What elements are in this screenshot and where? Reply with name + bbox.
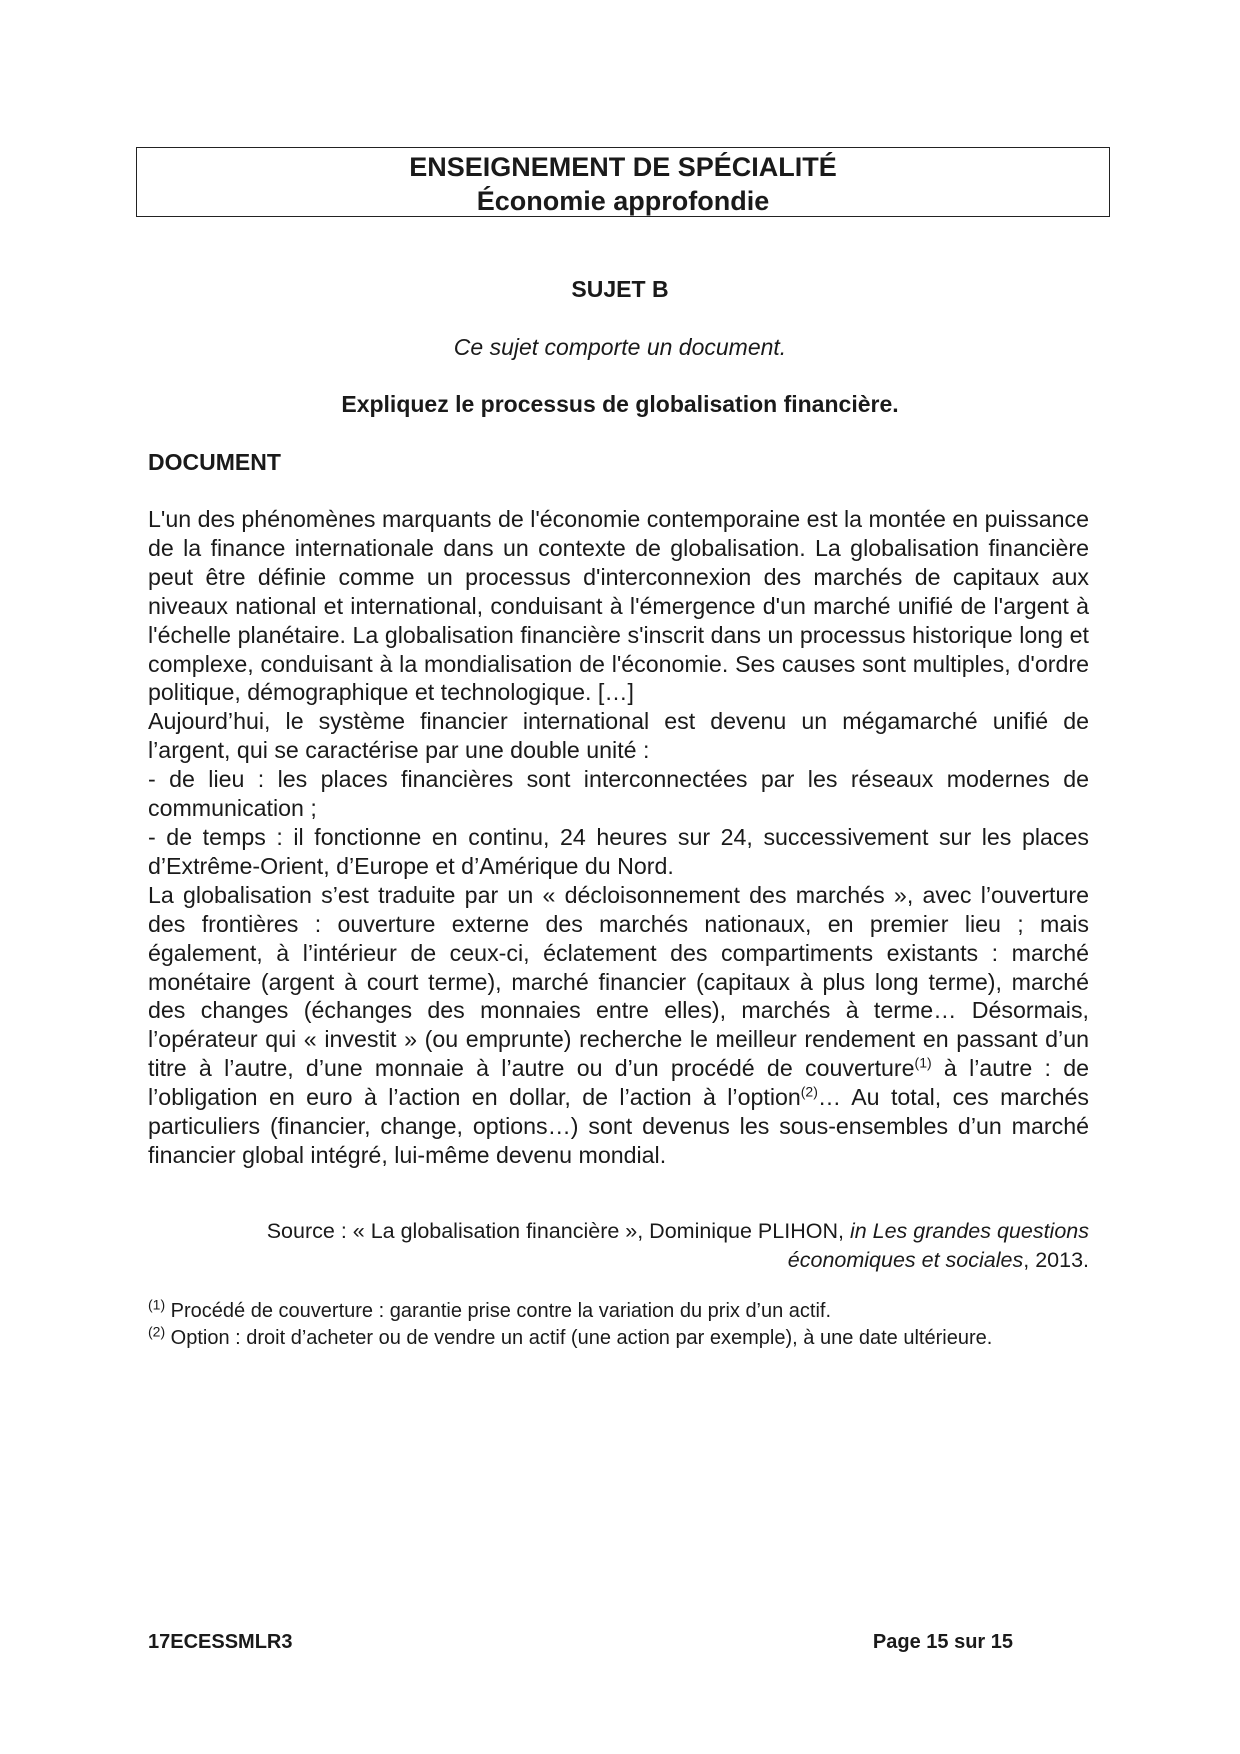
- document-paragraph: - de lieu : les places financières sont interconnectées par les réseaux modernes de communication ;: [148, 766, 1089, 822]
- footnote-ref: (1): [914, 1054, 932, 1071]
- paragraph-text: … Au total, ces marchés particuliers (financier, change, options…) sont devenus les sous-ensembles d’un marché financier global intégré, lui-même devenu mondial.: [148, 1084, 1089, 1168]
- footnotes: [148, 1298, 1108, 1352]
- footnote-text: Procédé de couverture : garantie prise contre la variation du prix d’un actif.: [165, 1300, 832, 1322]
- footer-code: 17ECESSMLR3: [148, 1631, 293, 1653]
- header-box: [136, 147, 1110, 217]
- source-line-2: [148, 1246, 1089, 1275]
- footnote-marker: (1): [148, 1296, 166, 1313]
- subject-question: Expliquez le processus de globalisation financière.: [341, 391, 899, 417]
- paragraph-text: La globalisation s’est traduite par un « décloisonnement des marchés », avec l’ouverture des frontières : ouverture externe des marchés nationaux, en premier lieu ; mais également, à l’intérieur de ceux-ci, éclatement des compartiments existants : marché monétaire (argent à court terme), marché financier (capitaux à plus long terme), marché des changes (échanges des monnaies entre elles), marchés à terme… Désormais, l’opérateur qui « investit » (ou emprunte) recherche le meilleur rendement en passant d’un titre à l’autre, d’une monnaie à l’autre ou d’un procédé de couverture: [148, 881, 1089, 1082]
- footnote-text: Option : droit d’acheter ou de vendre un actif (une action par exemple), à une date ultérieure.: [165, 1327, 993, 1349]
- document-paragraph: [148, 881, 1089, 1170]
- footer-page-number: Page 15 sur 15: [872, 1631, 1013, 1653]
- paragraph-text: à l’autre : de l’obligation en euro à l’action en dollar, de l’action à l’option: [148, 1055, 1089, 1111]
- header-title: ENSEIGNEMENT DE SPÉCIALITÉ: [409, 152, 837, 182]
- document-paragraph: - de temps : il fonctionne en continu, 24 heures sur 24, successivement sur les places d’Extrême-Orient, d’Europe et d’Amérique du Nord.: [148, 823, 1089, 879]
- footnote-marker: (2): [148, 1323, 166, 1340]
- footnote-ref: (2): [800, 1083, 818, 1100]
- header-subtitle: Économie approfondie: [476, 186, 770, 216]
- document-heading: DOCUMENT: [148, 449, 281, 475]
- source-year: , 2013.: [1023, 1248, 1089, 1272]
- source-book-title-cont: économiques et sociales: [787, 1248, 1024, 1272]
- footnote-item: [148, 1298, 1108, 1325]
- document-body: [148, 505, 1089, 1170]
- source-book-title: Les grandes questions: [866, 1219, 1089, 1243]
- footnote-item: [148, 1325, 1108, 1352]
- document-source: [148, 1217, 1089, 1275]
- subject-label: SUJET B: [571, 276, 669, 302]
- document-paragraph: Aujourd’hui, le système financier international est devenu un mégamarché unifié de l’argent, qui se caractérise par une double unité :: [148, 708, 1089, 764]
- document-paragraph: L'un des phénomènes marquants de l'économie contemporaine est la montée en puissance de la finance internationale dans un contexte de globalisation. La globalisation financière peut être définie comme un processus d'interconnexion des marchés de capitaux aux niveaux national et international, conduisant à l'émergence d'un marché unifié de l'argent à l'échelle planétaire. La globalisation financière s'inscrit dans un processus historique long et complexe, conduisant à la mondialisation de l'économie. Ses causes sont multiples, d'ordre politique, démographique et technologique. […]: [148, 506, 1089, 706]
- subject-intro: Ce sujet comporte un document.: [453, 334, 787, 360]
- source-in: in: [849, 1219, 867, 1243]
- source-prefix: Source : « La globalisation financière », Dominique PLIHON,: [266, 1219, 850, 1243]
- source-line-1: [148, 1217, 1089, 1246]
